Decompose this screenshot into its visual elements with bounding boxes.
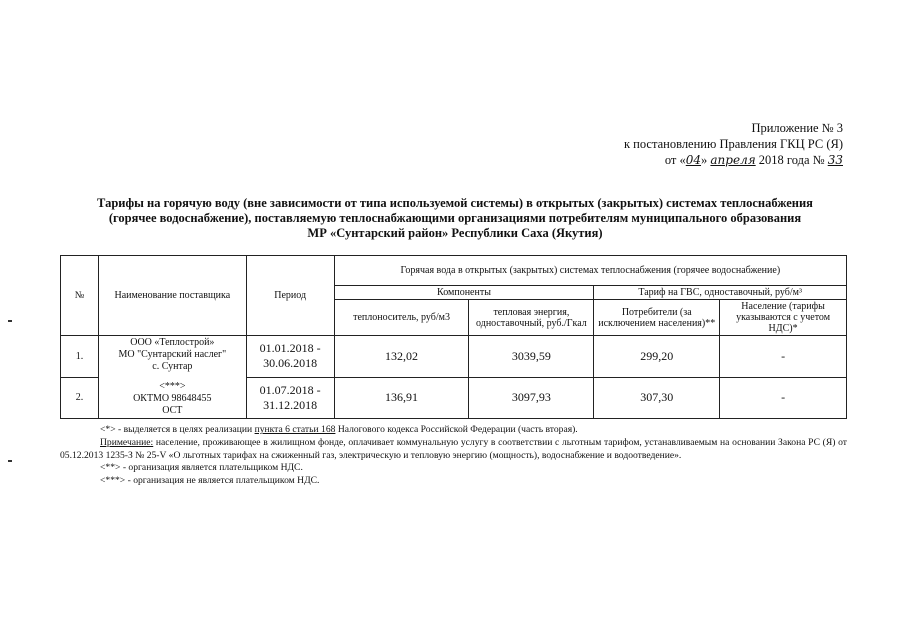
- col-tariff: Тариф на ГВС, одноставочный, руб/м³: [594, 286, 847, 300]
- col-components: Компоненты: [334, 286, 594, 300]
- notes: [60, 424, 847, 488]
- document-title: Тарифы на горячую воду (вне зависимости от типа используемой системы) в открытых (закрытых) системах теплоснабжения (горячее водоснабжение), поставляемую теплоснабжающими организациями потребителям муниципального образования МР «Сунтарский район» Республики Саха (Якутия): [97, 196, 813, 240]
- col-group: Горячая вода в открытых (закрытых) системах теплоснабжения (горячее водоснабжение): [334, 256, 846, 286]
- scan-mark: [8, 320, 12, 322]
- note-non-vat-payer: <***> - организация не является плательщиком НДС.: [100, 475, 320, 487]
- appendix-date: от «04» апреля 2018 года № 33: [664, 153, 843, 167]
- note-remark: Примечание: население, проживающее в жилищном фонде, оплачивает коммунальную услугу в соответствии с льготным тарифом, устанавливаемым на основании Закона РС (Я) от 05.12.2013 1235-З № 25-V «О льготных тарифах на сжиженный газ, электрическую и тепловую энергию (мощность), водоснабжение и водоотведение».: [60, 436, 847, 461]
- tariff-table: [60, 255, 847, 419]
- period-cell: 01.01.2018 - 30.06.2018: [246, 336, 334, 378]
- population-cell: -: [720, 377, 847, 419]
- table-row: 1. ООО «Теплострой» МО "Сунтарский наслег" с. Сунтар <***> ОКТМО 98648455 ОСТ 01.01.2018 - 30.06.2018 132,02 3039,59 299,20 -: [61, 336, 847, 378]
- table-row: 2. 01.07.2018 - 31.12.2018 136,91 3097,93 307,30 -: [61, 377, 847, 419]
- tax-code-link[interactable]: пункта 6 статьи 168: [254, 424, 336, 435]
- consumers-cell: 307,30: [594, 377, 720, 419]
- supplier-cell: ООО «Теплострой» МО "Сунтарский наслег" с. Сунтар <***> ОКТМО 98648455 ОСТ: [98, 336, 246, 419]
- appendix-number: Приложение № 3: [751, 121, 843, 135]
- scan-mark: [8, 460, 12, 462]
- col-energy: тепловая энергия, одноставочный, руб./Гкал: [469, 300, 594, 336]
- appendix-header: [624, 120, 843, 168]
- energy-cell: 3039,59: [469, 336, 594, 378]
- consumers-cell: 299,20: [594, 336, 720, 378]
- col-carrier: теплоноситель, руб/м3: [334, 300, 469, 336]
- col-population: Население (тарифы указываются с учетом НДС)*: [720, 300, 847, 336]
- carrier-cell: 136,91: [334, 377, 469, 419]
- handwritten-day: 04: [685, 153, 702, 167]
- note-vat-payer: <**> - организация является плательщиком НДС.: [100, 462, 303, 474]
- col-consumers: Потребители (за исключением населения)**: [594, 300, 720, 336]
- handwritten-number: 33: [827, 153, 843, 167]
- note-vat: <*> - выделяется в целях реализации пункта 6 статьи 168 Налогового кодекса Российской Федерации (часть вторая).: [100, 424, 578, 435]
- appendix-ref: к постановлению Правления ГКЦ РС (Я): [623, 137, 843, 151]
- energy-cell: 3097,93: [469, 377, 594, 419]
- handwritten-month: апреля: [710, 153, 756, 167]
- col-num: №: [61, 256, 99, 336]
- col-period: Период: [246, 256, 334, 336]
- col-supplier: Наименование поставщика: [98, 256, 246, 336]
- period-cell: 01.07.2018 - 31.12.2018: [246, 377, 334, 419]
- population-cell: -: [720, 336, 847, 378]
- carrier-cell: 132,02: [334, 336, 469, 378]
